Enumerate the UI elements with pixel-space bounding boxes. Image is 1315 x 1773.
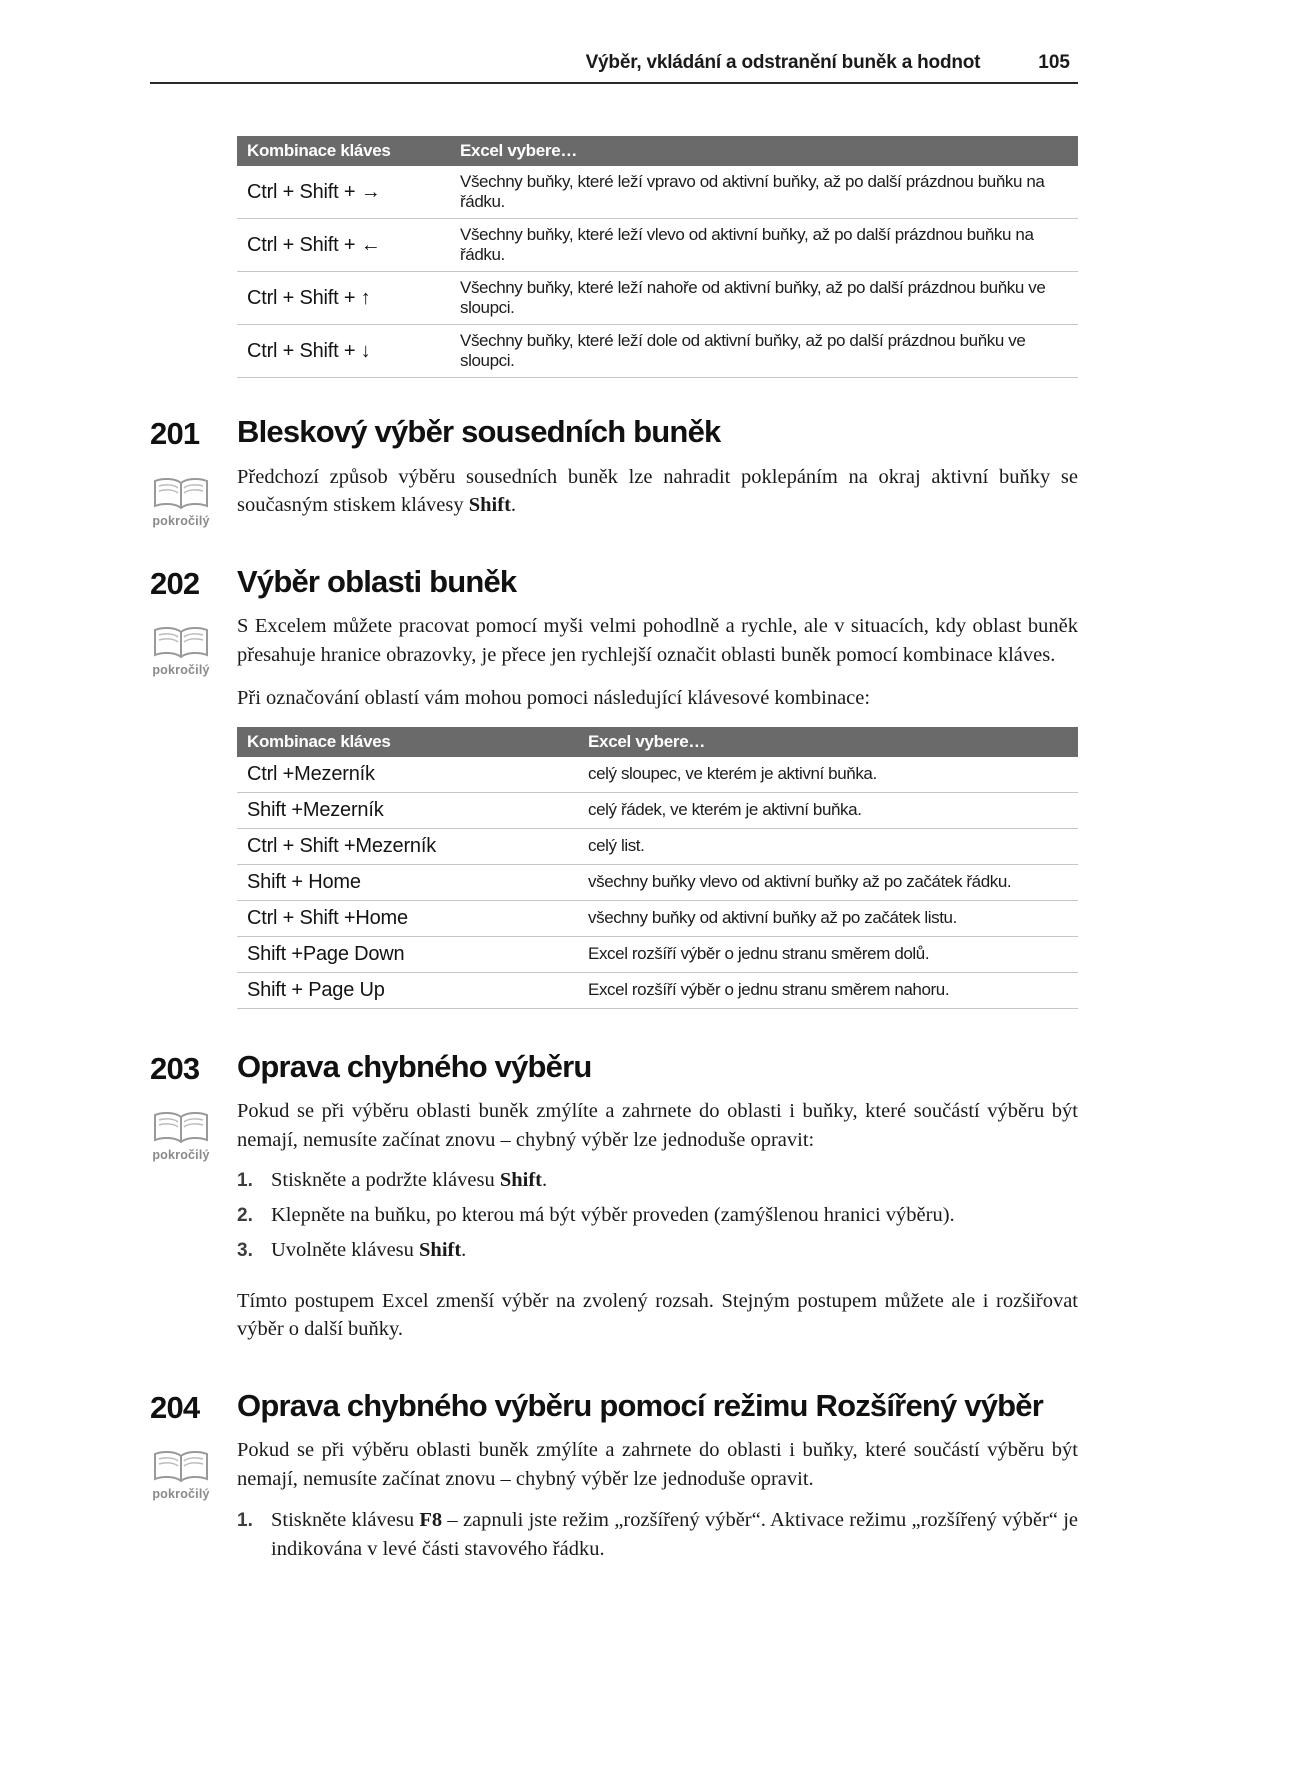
- table-header-result: Excel vybere…: [578, 727, 1078, 757]
- key-combo: Ctrl + Shift + ↓: [237, 325, 450, 378]
- section-title: Výběr oblasti buněk: [237, 563, 517, 599]
- paragraph: Při označování oblastí vám mohou pomoci následující klávesové kombinace:: [237, 686, 871, 709]
- step-item: [237, 1506, 1078, 1563]
- step-number: 1.: [237, 1170, 253, 1192]
- table-row: [237, 166, 1078, 219]
- key-combo-description: všechny buňky vlevo od aktivní buňky až po začátek řádku.: [578, 864, 1078, 900]
- step-text-part: – zapnuli jste režim „rozšířený výběr“. Aktivace režimu „rozšířený výběr“ je indikována v levé části stavového řádku.: [271, 1508, 1078, 1560]
- step-text-part: .: [542, 1169, 548, 1192]
- paragraph: Tímto postupem Excel zmenší výběr na zvolený rozsah. Stejným postupem můžete ale i rozšiřovat výběr o další buňky.: [237, 1289, 1078, 1341]
- tip-number: 204: [150, 1389, 200, 1425]
- key-combo: Ctrl + Shift +Home: [237, 900, 578, 936]
- key-combo: Ctrl + Shift + ↑: [237, 272, 450, 325]
- page-number: 105: [1038, 52, 1070, 73]
- key-combo: Ctrl + Shift +Mezerník: [237, 828, 578, 864]
- step-text-part: .: [461, 1238, 467, 1261]
- step-text: [271, 1201, 955, 1230]
- step-text-part: Stiskněte a podržte klávesu: [271, 1169, 500, 1192]
- difficulty-badge: [150, 624, 212, 677]
- key-combo-description: Všechny buňky, které leží dole od aktivní buňky, až po další prázdnou buňku ve sloupci.: [450, 325, 1078, 378]
- step-text: [271, 1236, 466, 1265]
- paragraph: [237, 463, 1078, 520]
- paragraph: Pokud se při výběru oblasti buněk zmýlíte a zahrnete do oblasti i buňky, které součástí výběru být nemají, nemusíte začínat znovu – chybný výběr lze jednoduše opravit.: [237, 1439, 1078, 1491]
- open-book-icon: [150, 1109, 212, 1147]
- step-number: 2.: [237, 1205, 253, 1227]
- table-header-keys: Kombinace kláves: [237, 136, 450, 166]
- key-name-bold: Shift: [499, 1169, 543, 1192]
- header-rule: [150, 82, 1078, 84]
- difficulty-badge: [150, 1448, 212, 1501]
- section-title: Oprava chybného výběru: [237, 1048, 592, 1084]
- step-text-part: Klepněte na buňku, po kterou má být výběr proveden (zamýšlenou hranici výběru).: [271, 1204, 955, 1227]
- key-combo-description: celý list.: [578, 828, 1078, 864]
- paragraph: S Excelem můžete pracovat pomocí myši velmi pohodlně a rychle, ale v situacích, kdy oblast buněk přesahuje hranice obrazovky, je přece jen rychlejší označit oblasti buněk pomocí kombinace kláves.: [237, 615, 1078, 667]
- step-number: 3.: [237, 1239, 253, 1261]
- difficulty-label: pokročilý: [152, 513, 210, 528]
- section-title: Bleskový výběr sousedních buněk: [237, 414, 721, 449]
- open-book-icon: [150, 624, 212, 662]
- running-header: [150, 52, 1078, 74]
- key-name-bold: Shift: [468, 494, 511, 517]
- left-gutter: [150, 136, 237, 378]
- open-book-icon: [150, 475, 212, 513]
- key-combinations-table-selection: [237, 727, 1078, 1009]
- key-combo-description: Všechny buňky, které leží vlevo od aktivní buňky, až po další prázdnou buňku na řádku.: [450, 219, 1078, 272]
- key-combo: Ctrl +Mezerník: [237, 757, 578, 793]
- key-combinations-table-arrows: [237, 136, 1078, 378]
- paragraph-text: .: [510, 494, 517, 517]
- tip-number: 202: [150, 565, 200, 601]
- section-204: [150, 1387, 1078, 1571]
- step-text: [271, 1506, 1078, 1563]
- step-text-part: Uvolněte klávesu: [271, 1238, 420, 1261]
- key-combo-description: všechny buňky od aktivní buňky až po začátek listu.: [578, 900, 1078, 936]
- table-row: [237, 219, 1078, 272]
- key-name-bold: Shift: [419, 1238, 462, 1261]
- numbered-steps: [237, 1166, 1078, 1264]
- paragraph-text: Předchozí způsob výběru sousedních buněk lze nahradit poklepáním na okraj aktivní buňky se současným stiskem klávesy: [237, 465, 1078, 517]
- section-203: [150, 1048, 1078, 1352]
- table-row: [237, 864, 1078, 900]
- step-text-part: Stiskněte klávesu: [271, 1508, 420, 1531]
- tip-number: 203: [150, 1050, 200, 1086]
- key-combo-description: celý řádek, ve kterém je aktivní buňka.: [578, 792, 1078, 828]
- top-table-row: [150, 136, 1078, 378]
- table-row: [237, 828, 1078, 864]
- section-title: Oprava chybného výběru pomocí režimu Rozšířený výběr: [237, 1387, 1043, 1423]
- step-item: [237, 1201, 1078, 1230]
- key-combo: Shift +Page Down: [237, 936, 578, 972]
- table-row: [237, 900, 1078, 936]
- key-combo-description: Všechny buňky, které leží nahoře od aktivní buňky, až po další prázdnou buňku ve sloupci.: [450, 272, 1078, 325]
- difficulty-badge: [150, 1109, 212, 1162]
- paragraph: Pokud se při výběru oblasti buněk zmýlíte a zahrnete do oblasti i buňky, které součástí výběru být nemají, nemusíte začínat znovu – chybný výběr lze jednoduše opravit:: [237, 1100, 1078, 1151]
- step-text: [271, 1166, 547, 1195]
- table-row: [237, 757, 1078, 793]
- table-header-result: Excel vybere…: [450, 136, 1078, 166]
- table-row: [237, 325, 1078, 378]
- key-combo: Shift + Home: [237, 864, 578, 900]
- key-combo: Ctrl + Shift + →: [237, 166, 450, 219]
- open-book-icon: [150, 1448, 212, 1486]
- running-header-title: Výběr, vkládání a odstranění buněk a hodnot: [585, 52, 981, 73]
- table-row: [237, 792, 1078, 828]
- key-combo-description: Všechny buňky, které leží vpravo od aktivní buňky, až po další prázdnou buňku na řádku.: [450, 166, 1078, 219]
- table-header-row: [237, 727, 1078, 757]
- table-header-keys: Kombinace kláves: [237, 727, 578, 757]
- key-combo: Ctrl + Shift + ←: [237, 219, 450, 272]
- difficulty-label: pokročilý: [152, 1148, 210, 1163]
- section-201: [150, 416, 1078, 528]
- tip-number: 201: [150, 416, 200, 451]
- key-name-bold: F8: [419, 1508, 443, 1531]
- table-row: [237, 272, 1078, 325]
- table-header-row: [237, 136, 1078, 166]
- step-item: [237, 1166, 1078, 1195]
- table-row: [237, 936, 1078, 972]
- key-combo-description: Excel rozšíří výběr o jednu stranu směrem dolů.: [578, 936, 1078, 972]
- key-combo-description: Excel rozšíří výběr o jednu stranu směrem nahoru.: [578, 972, 1078, 1008]
- difficulty-badge: [150, 475, 212, 528]
- key-combo-description: celý sloupec, ve kterém je aktivní buňka.: [578, 757, 1078, 793]
- numbered-steps: [237, 1506, 1078, 1563]
- step-number: 1.: [237, 1509, 253, 1531]
- difficulty-label: pokročilý: [152, 663, 210, 678]
- section-202: [150, 563, 1078, 1013]
- difficulty-label: pokročilý: [152, 1487, 210, 1502]
- key-combo: Shift + Page Up: [237, 972, 578, 1008]
- key-combo: Shift +Mezerník: [237, 792, 578, 828]
- step-item: [237, 1236, 1078, 1265]
- table-row: [237, 972, 1078, 1008]
